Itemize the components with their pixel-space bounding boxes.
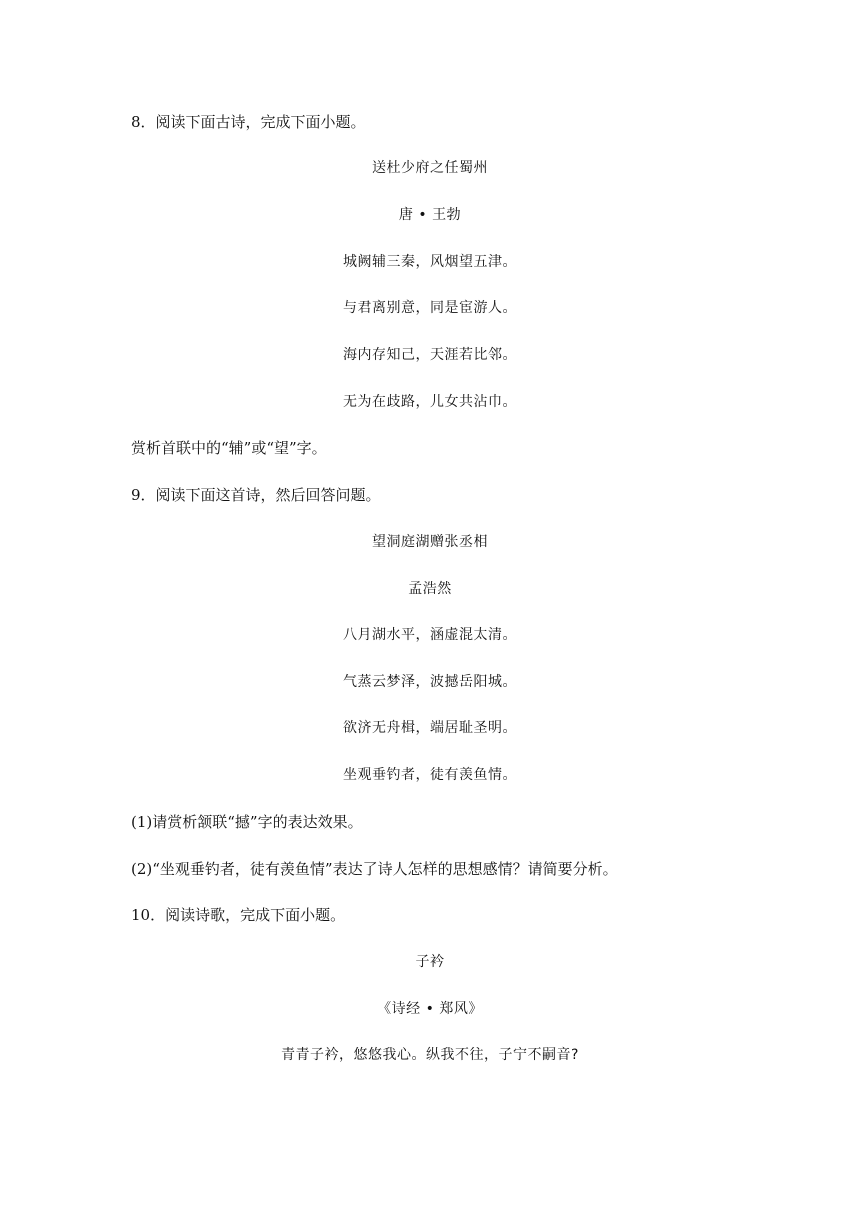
question-10-prompt: 10．阅读诗歌，完成下面小题。 xyxy=(131,906,346,924)
poem-author: 孟浩然 xyxy=(408,581,452,597)
sub-question: (1)请赏析颔联“撼”字的表达效果。 xyxy=(131,813,363,831)
poem-line: 与君离别意，同是宦游人。 xyxy=(343,300,517,316)
poem-line: 青青子衿，悠悠我心。纵我不往，子宁不嗣音? xyxy=(281,1047,579,1063)
sub-question: 赏析首联中的“辅”或“望”字。 xyxy=(131,439,327,457)
question-9-prompt: 9．阅读下面这首诗，然后回答问题。 xyxy=(131,486,381,504)
poem-author: 唐 • 王勃 xyxy=(398,207,462,223)
question-8-prompt: 8．阅读下面古诗，完成下面小题。 xyxy=(131,113,366,131)
poem-line: 八月湖水平，涵虚混太清。 xyxy=(343,627,517,643)
poem-title: 望洞庭湖赠张丞相 xyxy=(372,534,488,550)
poem-line: 无为在歧路，儿女共沾巾。 xyxy=(343,394,517,410)
poem-author: 《诗经 • 郑风》 xyxy=(377,1001,483,1017)
poem-line: 欲济无舟楫，端居耻圣明。 xyxy=(343,720,517,736)
sub-question: (2)“坐观垂钓者，徒有羡鱼情”表达了诗人怎样的思想感情？请简要分析。 xyxy=(131,860,618,878)
poem-line: 海内存知己，天涯若比邻。 xyxy=(343,347,517,363)
poem-line: 城阙辅三秦，风烟望五津。 xyxy=(343,254,517,270)
poem-line: 坐观垂钓者，徒有羡鱼情。 xyxy=(343,767,517,783)
poem-title: 送杜少府之任蜀州 xyxy=(372,160,488,176)
poem-line: 气蒸云梦泽，波撼岳阳城。 xyxy=(343,674,517,690)
poem-title: 子衿 xyxy=(415,954,445,970)
